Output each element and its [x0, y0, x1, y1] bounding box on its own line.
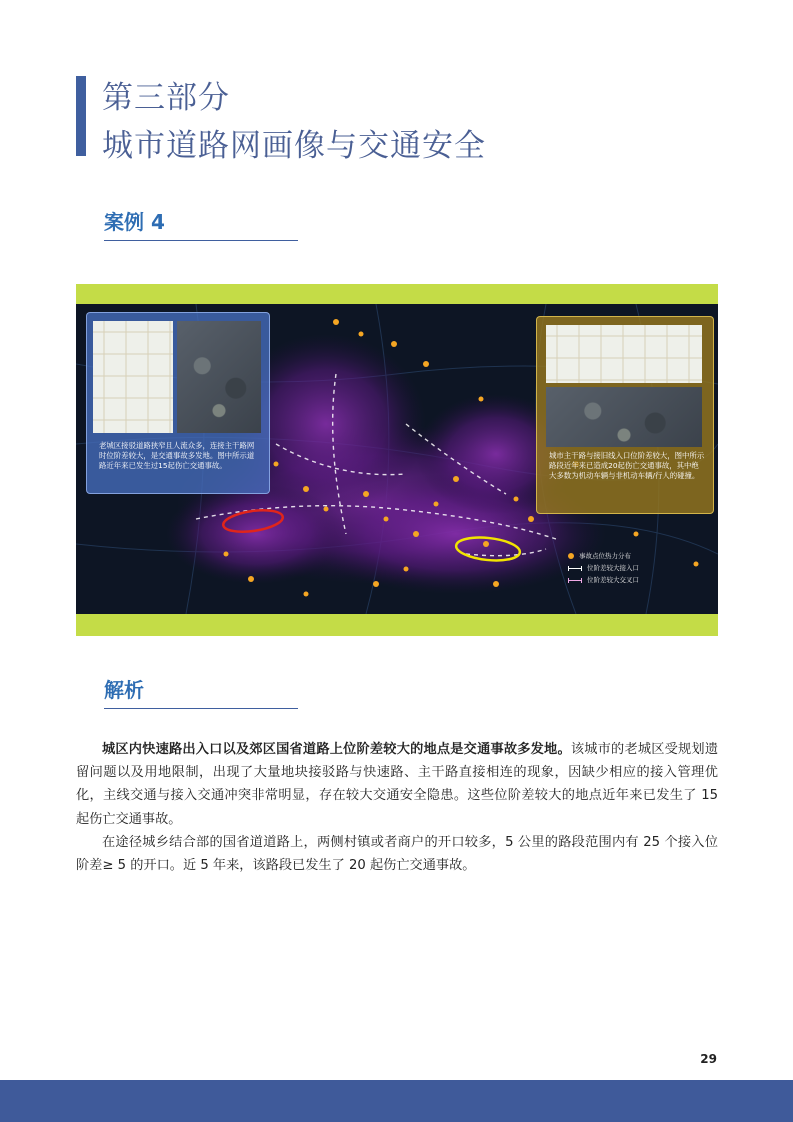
section-title-line2: 城市道路网画像与交通安全 — [102, 128, 486, 164]
orange-dot-icon — [568, 553, 574, 559]
map-legend — [568, 550, 639, 586]
title-accent-bar — [76, 76, 86, 156]
right-satellite-thumbnail — [546, 387, 702, 447]
legend-item-intersection: 位阶差较大交叉口 — [568, 574, 639, 586]
pink-segment-icon — [568, 580, 582, 581]
footer-band — [0, 1080, 793, 1122]
case-heading-rule — [104, 240, 298, 241]
right-map-thumbnail — [546, 325, 702, 383]
paragraph-1-rest: 该城市的老城区受规划遗留问题以及用地限制，出现了大量地块接驳路与快速路、主干路直接相连的现象，因缺少相应的接入管理优化，主线交通与接入交通冲突非常明显，存在较大交通安全隐患。这些位阶差较大的地点近年来已发生了 15 起伤亡交通事故。 — [76, 742, 719, 827]
case-heading: 案例 4 — [104, 210, 165, 234]
paragraph-1 — [76, 738, 718, 831]
left-inset-caption: 老城区接驳道路狭窄且人流众多，连接主干路网时位阶差较大，是交通事故多发地。图中所示道路近年来已发生过15起伤亡交通事故。 — [99, 441, 255, 471]
left-map-thumbnail — [93, 321, 173, 433]
analysis-heading: 解析 — [104, 678, 144, 702]
left-satellite-thumbnail — [177, 321, 261, 433]
legend-item-access: 位阶差较大接入口 — [568, 562, 639, 574]
right-inset-caption: 城市主干路与接旧线入口位阶差较大，图中所示路段近年来已造成20起伤亡交通事故，其中绝大多数为机动车辆与非机动车辆/行人的碰撞。 — [549, 451, 705, 481]
analysis-body — [76, 738, 718, 877]
paragraph-2: 在途径城乡结合部的国省道道路上，两侧村镇或者商户的开口较多，5 公里的路段范围内有 25 个接入位阶差≥ 5 的开口。近 5 年来，该路段已发生了 20 起伤亡交通事故。 — [76, 834, 718, 874]
section-title-line1: 第三部分 — [102, 80, 230, 116]
white-segment-icon — [568, 568, 582, 569]
analysis-heading-rule — [104, 708, 298, 709]
page-number: 29 — [700, 1052, 717, 1066]
legend-item-accident: 事故点位热力分布 — [568, 550, 639, 562]
left-inset-panel — [86, 312, 270, 494]
paragraph-1-lead: 城区内快速路出入口以及郊区国省道路上位阶差较大的地点是交通事故多发地。 — [102, 742, 571, 757]
heatmap-figure — [76, 304, 718, 614]
right-inset-panel — [536, 316, 714, 514]
